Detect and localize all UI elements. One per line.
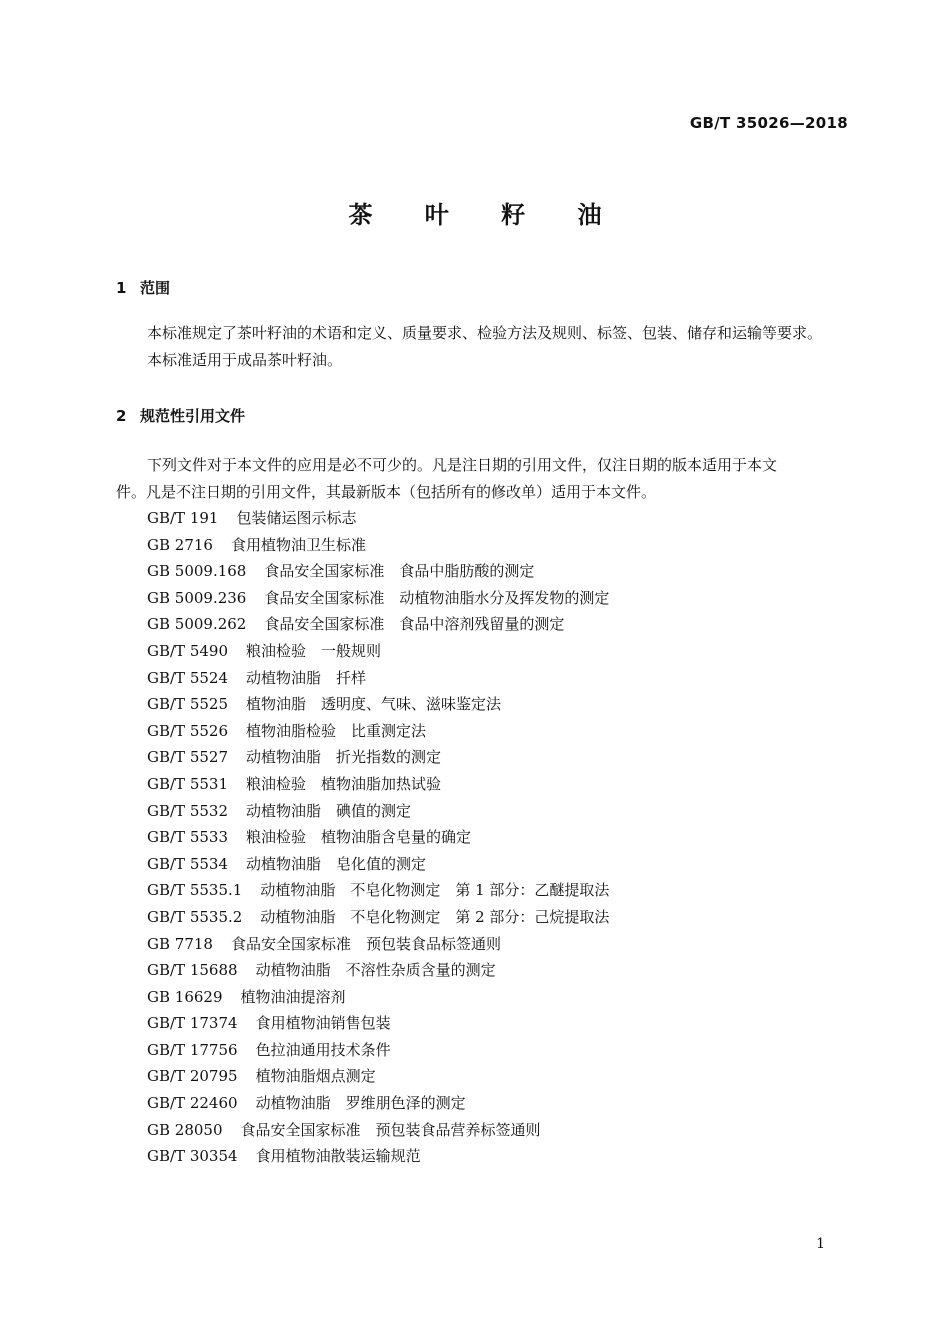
reference-title: 食品安全国家标准 预包装食品标签通则 (230, 934, 501, 953)
reference-item (147, 744, 609, 771)
reference-code: GB/T 15688 (147, 961, 238, 980)
reference-code: GB 7718 (147, 934, 213, 953)
section-2-body (116, 452, 852, 505)
reference-title: 动植物油脂 扦样 (246, 668, 367, 687)
reference-title: 食品安全国家标准 食品中脂肪酸的测定 (264, 562, 535, 581)
reference-code: GB/T 5535.2 (147, 907, 243, 926)
reference-title: 食品安全国家标准 预包装食品营养标签通则 (240, 1120, 541, 1139)
reference-code: GB 28050 (147, 1120, 223, 1139)
reference-title: 包装储运图示标志 (236, 509, 357, 527)
reference-item (147, 1090, 609, 1117)
reference-item (147, 1037, 609, 1064)
paragraph-line: 件。凡是不注日期的引用文件，其最新版本（包括所有的修改单）适用于本文件。 (116, 482, 657, 501)
reference-code: GB/T 191 (147, 509, 219, 527)
reference-title: 动植物油脂 罗维朋色泽的测定 (255, 1094, 466, 1113)
reference-item (147, 851, 609, 878)
reference-code: GB/T 17756 (147, 1040, 238, 1059)
reference-item (147, 1063, 609, 1090)
reference-title: 食品安全国家标准 食品中溶剂残留量的测定 (264, 615, 565, 634)
section-2-heading (116, 405, 245, 426)
reference-item (147, 904, 609, 931)
page-number: 1 (816, 1236, 825, 1252)
reference-code: GB/T 30354 (147, 1147, 238, 1166)
section-1-body (116, 320, 852, 373)
paragraph-line: 下列文件对于本文件的应用是必不可少的。凡是注日期的引用文件，仅注日期的版本适用于本文 (147, 456, 778, 474)
reference-item (147, 532, 609, 559)
reference-title: 植物油脂烟点测定 (255, 1067, 376, 1086)
reference-code: GB/T 22460 (147, 1094, 238, 1113)
reference-code: GB 5009.236 (147, 588, 247, 607)
reference-title: 粮油检验 植物油脂含皂量的确定 (246, 828, 472, 847)
reference-item (147, 665, 609, 692)
reference-title: 植物油油提溶剂 (240, 987, 346, 1006)
reference-item (147, 984, 609, 1011)
reference-item (147, 877, 609, 904)
reference-title: 食用植物油销售包装 (255, 1014, 391, 1033)
reference-code: GB/T 5527 (147, 748, 229, 767)
reference-item (147, 1010, 609, 1037)
reference-title: 动植物油脂 不皂化物测定 第 1 部分：乙醚提取法 (260, 881, 610, 900)
reference-item (147, 1117, 609, 1144)
reference-code: GB/T 20795 (147, 1067, 238, 1086)
normative-references-list (147, 505, 609, 1170)
reference-title: 粮油检验 植物油脂加热试验 (246, 774, 442, 793)
section-title: 规范性引用文件 (140, 407, 246, 425)
reference-title: 动植物油脂 折光指数的测定 (246, 748, 442, 767)
reference-title: 食用植物油卫生标准 (230, 535, 366, 554)
reference-item (147, 611, 609, 638)
reference-item (147, 505, 609, 532)
reference-title: 粮油检验 一般规则 (246, 641, 382, 660)
reference-code: GB/T 5525 (147, 695, 229, 714)
standard-number: GB/T 35026—2018 (689, 114, 848, 132)
reference-item (147, 691, 609, 718)
reference-code: GB/T 5490 (147, 641, 229, 660)
reference-title: 动植物油脂 碘值的测定 (246, 801, 412, 820)
reference-code: GB/T 5526 (147, 721, 229, 740)
reference-title: 食用植物油散装运输规范 (255, 1147, 421, 1166)
paragraph-line: 本标准规定了茶叶籽油的术语和定义、质量要求、检验方法及规则、标签、包装、储存和运输等要求。 (147, 324, 823, 342)
section-1-heading (116, 277, 170, 298)
reference-title: 动植物油脂 不溶性杂质含量的测定 (255, 961, 496, 980)
reference-item (147, 798, 609, 825)
reference-title: 动植物油脂 皂化值的测定 (246, 854, 427, 873)
reference-item (147, 558, 609, 585)
reference-title: 植物油脂 透明度、气味、滋味鉴定法 (246, 695, 502, 714)
reference-title: 植物油脂检验 比重测定法 (246, 721, 427, 740)
reference-code: GB/T 17374 (147, 1014, 238, 1033)
reference-item (147, 957, 609, 984)
reference-code: GB/T 5535.1 (147, 881, 243, 900)
reference-code: GB 5009.262 (147, 615, 247, 634)
reference-item (147, 638, 609, 665)
reference-code: GB/T 5531 (147, 774, 229, 793)
reference-code: GB/T 5533 (147, 828, 229, 847)
reference-item (147, 931, 609, 958)
reference-item (147, 824, 609, 851)
reference-item (147, 585, 609, 612)
document-title: 茶 叶 籽 油 (348, 201, 624, 229)
reference-code: GB 5009.168 (147, 562, 247, 581)
reference-code: GB/T 5532 (147, 801, 229, 820)
reference-code: GB/T 5524 (147, 668, 229, 687)
reference-title: 色拉油通用技术条件 (255, 1040, 391, 1059)
section-number: 1 (116, 279, 127, 297)
reference-item (147, 718, 609, 745)
paragraph-line: 本标准适用于成品茶叶籽油。 (147, 350, 343, 369)
section-number: 2 (116, 407, 127, 425)
reference-title: 动植物油脂 不皂化物测定 第 2 部分：己烷提取法 (260, 907, 610, 926)
section-title: 范围 (140, 279, 171, 297)
reference-item (147, 771, 609, 798)
reference-item (147, 1143, 609, 1170)
reference-code: GB 2716 (147, 535, 213, 554)
reference-title: 食品安全国家标准 动植物油脂水分及挥发物的测定 (264, 588, 610, 607)
reference-code: GB 16629 (147, 987, 223, 1006)
reference-code: GB/T 5534 (147, 854, 229, 873)
